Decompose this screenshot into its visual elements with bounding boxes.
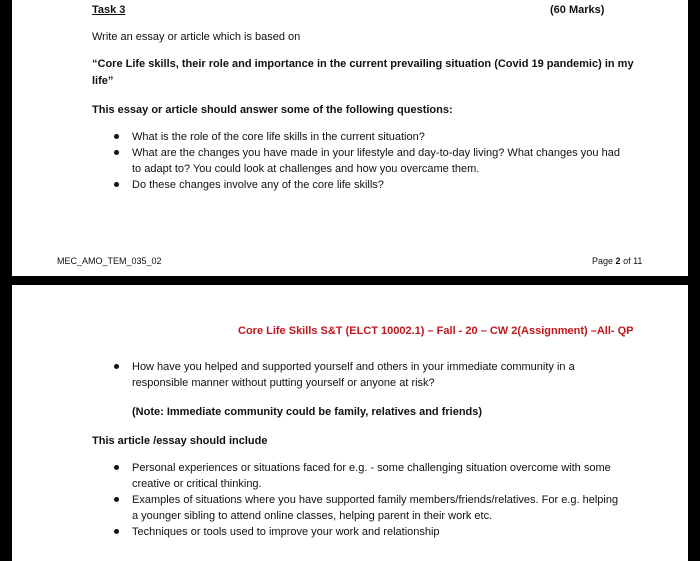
task-title: Task 3 — [92, 4, 126, 16]
course-header: Core Life Skills S&T (ELCT 10002.1) – Fall - 20 – CW 2(Assignment) –All- QP — [238, 325, 634, 337]
bullet-icon — [114, 364, 119, 369]
list-item: How have you helped and supported yourself and others in your immediate community in a responsible manner without putting yourself or anyone at risk? — [110, 359, 625, 391]
bullet-icon — [114, 465, 119, 470]
questions-list — [110, 129, 625, 193]
bullet-icon — [114, 150, 119, 155]
include-list — [110, 460, 625, 540]
bullet-icon — [114, 529, 119, 534]
question-4-list — [110, 359, 625, 391]
instruction-text: Write an essay or article which is based on — [92, 31, 301, 43]
page-number: Page 2 of 11 — [592, 256, 643, 266]
topic-line-1: “Core Life skills, their role and importance in the current prevailing situation (Covid 19 pandemic) in my — [92, 58, 634, 70]
bullet-icon — [114, 497, 119, 502]
document-page-2 — [12, 285, 688, 561]
include-heading: This article /essay should include — [92, 435, 268, 447]
document-page-1 — [12, 0, 688, 276]
list-item: Personal experiences or situations faced for e.g. - some challenging situation overcome with some creative or critical thinking. — [110, 460, 625, 492]
marks-label: (60 Marks) — [550, 4, 605, 16]
list-item: Examples of situations where you have supported family members/friends/relatives. For e.g. helping a younger sibling to attend online classes, helping parent in their work etc. — [110, 492, 625, 524]
bullet-icon — [114, 134, 119, 139]
footer-code: MEC_AMO_TEM_035_02 — [57, 256, 162, 266]
list-item: What are the changes you have made in your lifestyle and day-to-day living? What changes you had to adapt to? You could look at challenges and how you overcame them. — [110, 145, 625, 177]
list-item: What is the role of the core life skills in the current situation? — [110, 129, 625, 145]
note-text: (Note: Immediate community could be family, relatives and friends) — [132, 406, 483, 418]
topic-line-2: life” — [92, 75, 114, 87]
bullet-icon — [114, 182, 119, 187]
questions-heading: This essay or article should answer some of the following questions: — [92, 104, 453, 116]
list-item: Techniques or tools used to improve your work and relationship — [110, 524, 625, 540]
list-item: Do these changes involve any of the core life skills? — [110, 177, 625, 193]
